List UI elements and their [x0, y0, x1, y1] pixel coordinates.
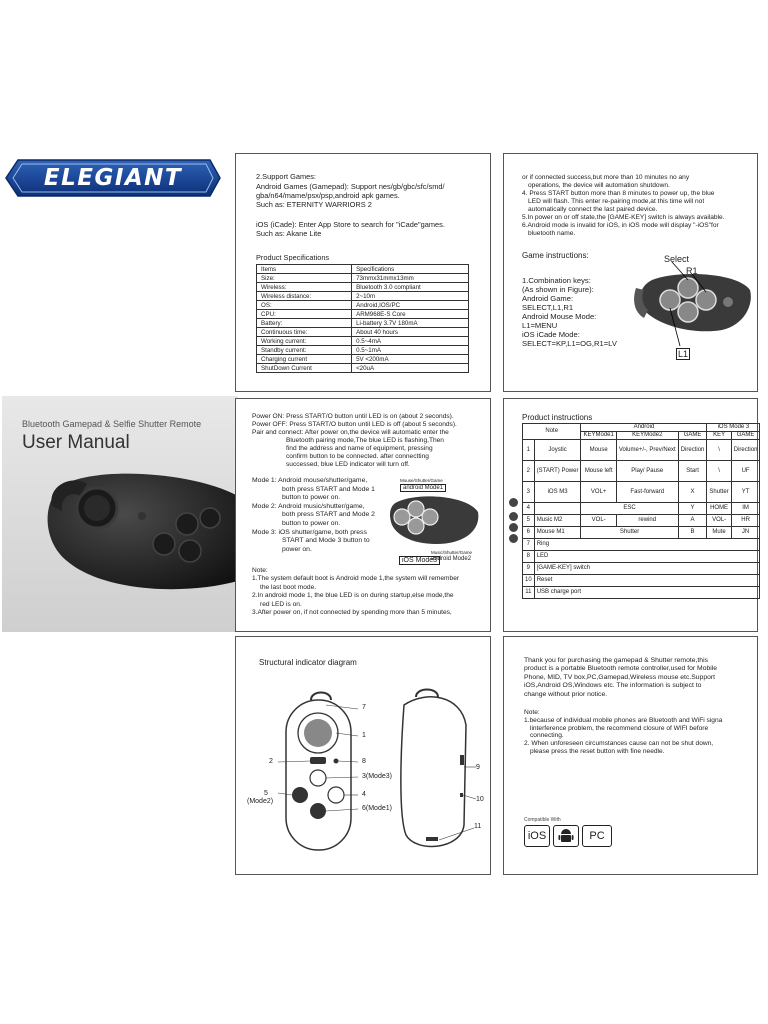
- combo-line: 1.Combination keys:: [522, 276, 591, 285]
- logo-text: ELEGIANT: [43, 165, 183, 191]
- mode-text-line: START and Mode 3 button to: [282, 537, 370, 545]
- thanks-note-line: 2. When unforeseen circumstances cause can not be shut down,: [524, 740, 714, 748]
- combo-line: (As shown in Figure):: [522, 285, 594, 294]
- compatible-label: Compatible With: [524, 817, 561, 823]
- product-cell: Mute: [707, 527, 731, 539]
- spec-item-cell: OS:: [257, 301, 352, 310]
- spec-item-cell: Wireless:: [257, 283, 352, 292]
- spec-item-cell: Charging current: [257, 355, 352, 364]
- label-4: 4: [362, 791, 366, 798]
- product-cell: (START) Power: [534, 461, 581, 482]
- ios-mode3-header: iOS Mode 3: [707, 424, 760, 432]
- spec-row: [257, 328, 469, 337]
- power-text-line: Bluetooth pairing mode,The blue LED is flashing,Then: [286, 437, 444, 444]
- label-mode2: (Mode2): [247, 798, 274, 805]
- product-cell: Ring: [534, 539, 760, 551]
- spec-item-cell: CPU:: [257, 310, 352, 319]
- game-text-line: 6.Android mode is invalid for iOS, in iOS mode will display "-iOS"for: [522, 222, 719, 229]
- thanks-note-line: linterference problem, the recommend closure of WIFI before: [530, 724, 709, 732]
- product-cell: B: [678, 527, 707, 539]
- combo-line: L1=MENU: [522, 321, 558, 330]
- thanks-line: change without prior notice.: [524, 690, 608, 698]
- product-cell: A: [678, 515, 707, 527]
- product-cell: 3: [523, 482, 535, 503]
- combo-line: SELECT,L1,R1: [522, 303, 574, 312]
- spec-item-cell: Battery:: [257, 319, 352, 328]
- product-cell: X: [678, 482, 707, 503]
- product-cell: rewind: [616, 515, 678, 527]
- mode-text-line: Mode 3: iOS shutter/game, both press: [252, 528, 367, 536]
- product-cell: Direction: [678, 440, 707, 461]
- combo-line: Android Mouse Mode:: [522, 312, 597, 321]
- spec-value-cell: Android,IOS/PC: [352, 301, 469, 310]
- product-row: [523, 461, 760, 482]
- game-text-line: or if connected success,but more than 10 minutes no any: [522, 174, 690, 181]
- cover-panel: [2, 396, 238, 632]
- cover-subtitle: Bluetooth Gamepad & Selfie Shutter Remote: [22, 419, 202, 429]
- compat-pc-badge: PC: [582, 825, 612, 847]
- product-instructions-panel: [503, 398, 758, 632]
- spec-value-cell: <20uA: [352, 364, 469, 373]
- spec-value-cell: About 40 hours: [352, 328, 469, 337]
- power-text-line: find the address and name of equipment, pressing: [286, 445, 433, 452]
- game-text-line: 5.In power on or off state,the [GAME-KEY] switch is always available.: [522, 214, 725, 221]
- spec-row: [257, 283, 469, 292]
- product-row: [523, 527, 760, 539]
- product-cell: Fast-forward: [616, 482, 678, 503]
- product-cell: 8: [523, 551, 535, 563]
- spec-value-cell: 73mmx31mmx13mm: [352, 274, 469, 283]
- product-cell: YT: [731, 482, 760, 503]
- spec-value-cell: 0.5~1mA: [352, 346, 469, 355]
- product-cell: HR: [731, 515, 760, 527]
- thanks-panel: [503, 636, 758, 875]
- side-dot-5-icon: [509, 523, 518, 532]
- product-cell: JN: [731, 527, 760, 539]
- structural-title: Structural indicator diagram: [259, 658, 357, 667]
- product-row: [523, 515, 760, 527]
- android-games-line-3: Such as: ETERNITY WARRIORS 2: [256, 200, 372, 209]
- power-text-line: successed, blue LED indicator will turn off.: [286, 461, 410, 468]
- product-cell: IM: [731, 503, 760, 515]
- label-select: Select: [664, 254, 690, 264]
- spec-row: [257, 364, 469, 373]
- label-2: 2: [269, 758, 273, 765]
- thanks-note-line: please press the reset button with fine needle.: [530, 748, 665, 755]
- product-cell: Shutter: [581, 527, 678, 539]
- product-cell: \: [707, 440, 731, 461]
- power-text-line: Pair and connect: After power on,the device will automatic enter the: [252, 429, 449, 436]
- spec-item-cell: Items: [257, 265, 352, 274]
- side-dot-4-icon: [509, 512, 518, 521]
- game-text-line: LED will flash. This enter re-pairing mode,at this time will not: [528, 198, 705, 205]
- mode-text-line: both press START and Mode 2: [282, 511, 375, 519]
- game-title: Game instructions:: [522, 251, 589, 260]
- combo-line: iOS iCade Mode:: [522, 330, 580, 339]
- product-cell: VOL+: [581, 482, 616, 503]
- product-cell: 4: [523, 503, 535, 515]
- spec-row: [257, 346, 469, 355]
- product-cell: 7: [523, 539, 535, 551]
- game-text-line: automatically connect the last paired device.: [528, 206, 658, 213]
- product-cell: Start: [678, 461, 707, 482]
- spec-value-cell: Bluetooth 3.0 compliant: [352, 283, 469, 292]
- game-instructions-panel: [503, 153, 758, 392]
- label-android-mode2: android Mode2: [431, 556, 472, 562]
- label-music-shutter-game: Music/Shutter/Game: [431, 550, 473, 555]
- label-5: 5: [264, 790, 268, 797]
- product-cell: 6: [523, 527, 535, 539]
- product-cell: 10: [523, 575, 535, 587]
- structural-panel: [235, 636, 491, 875]
- spec-item-cell: Wireless distance:: [257, 292, 352, 301]
- ios-games-line-1: iOS (iCade): Enter App Store to search for "iCade"games.: [256, 220, 445, 229]
- product-subheader: KEYMode1: [581, 432, 616, 440]
- power-text-line: Power ON: Press START/O button until LED is on (about 2 seconds).: [252, 413, 454, 420]
- product-subheader: GAME: [731, 432, 760, 440]
- product-cell: 2: [523, 461, 535, 482]
- game-text-line: operations, the device will automation shutdown.: [528, 182, 670, 189]
- spec-item-cell: Working current:: [257, 337, 352, 346]
- spec-value-cell: Li-battery 3.7V 180mA: [352, 319, 469, 328]
- product-row: [523, 575, 760, 587]
- label-10: 10: [476, 796, 484, 803]
- product-cell: ESC: [581, 503, 678, 515]
- label-9: 9: [476, 764, 480, 771]
- spec-item-cell: Standby current:: [257, 346, 352, 355]
- mode-text-line: button to power on.: [282, 520, 341, 527]
- spec-row: [257, 337, 469, 346]
- spec-value-cell: 5V <200mA: [352, 355, 469, 364]
- product-title: Product instructions: [522, 413, 593, 422]
- product-cell: Play/ Pause: [616, 461, 678, 482]
- android-header: Android: [581, 424, 707, 432]
- thanks-line: Thank you for purchasing the gamepad & Shutter remote,this: [524, 657, 708, 664]
- power-text-line: confirm button to be connected. after connectting: [286, 453, 429, 460]
- spec-value-cell: Specifications: [352, 265, 469, 274]
- product-row: [523, 539, 760, 551]
- product-cell: Direction: [731, 440, 760, 461]
- product-cell: iOS M3: [534, 482, 581, 503]
- compat-android-icon: [553, 825, 579, 847]
- spec-row: [257, 265, 469, 274]
- product-subheader: KEYMode2: [616, 432, 678, 440]
- spec-item-cell: Continuous time:: [257, 328, 352, 337]
- product-cell: \: [707, 461, 731, 482]
- product-subheader: GAME: [678, 432, 707, 440]
- spec-value-cell: ARM968E-S Core: [352, 310, 469, 319]
- thanks-note-line: 1.because of individual mobile phones are Bluetooth and WiFi signa: [524, 716, 723, 724]
- side-dot-3-icon: [509, 498, 518, 507]
- product-cell: 5: [523, 515, 535, 527]
- spec-title: Product Specifications: [256, 253, 330, 262]
- label-1: 1: [362, 732, 366, 739]
- spec-row: [257, 292, 469, 301]
- spec-row: [257, 319, 469, 328]
- label-android-mode1: android Mode1: [400, 484, 446, 492]
- product-row: [523, 503, 760, 515]
- spec-table: [256, 264, 469, 373]
- thanks-line: product is a portable Bluetooth remote controller,used for Mobile: [524, 665, 718, 673]
- product-cell: HOME: [707, 503, 731, 515]
- combo-line: Android Game:: [522, 294, 574, 303]
- product-cell: VOL-: [707, 515, 731, 527]
- product-table: [522, 423, 760, 599]
- product-cell: Reset: [534, 575, 760, 587]
- android-games-line-2: gba/n64/mame/psx/psp,android apk games.: [256, 191, 400, 200]
- spec-row: [257, 274, 469, 283]
- spec-row: [257, 355, 469, 364]
- note-header: Note: [523, 424, 581, 440]
- product-cell: 11: [523, 587, 535, 599]
- label-r1: R1: [686, 266, 698, 276]
- product-cell: Mouse: [581, 440, 616, 461]
- product-cell: Volume+/-, Prev/Next: [616, 440, 678, 461]
- power-text-line: Power OFF: Press START/O button until LED is off (about 5 seconds).: [252, 421, 457, 428]
- product-cell: [GAME-KEY] switch: [534, 563, 760, 575]
- mode-text-line: power on.: [282, 545, 312, 553]
- label-8: 8: [362, 758, 366, 765]
- label-ios-mode3: iOS Mode3: [399, 556, 440, 565]
- product-cell: Shutter: [707, 482, 731, 503]
- power-note-line: 2.In android mode 1, the blue LED is on during startup,else mode,the: [252, 592, 454, 600]
- product-cell: 9: [523, 563, 535, 575]
- compat-ios-badge: iOS: [524, 825, 550, 847]
- label-mouse-shutter-game: Mouse/Shutter/Game: [400, 478, 443, 483]
- product-head-row: [523, 424, 760, 432]
- android-games-line-1: Android Games (Gamepad): Support nes/gb/gbc/sfc/smd/: [256, 182, 445, 191]
- thanks-note-line: Note:: [524, 709, 540, 716]
- product-cell: Music M2: [534, 515, 581, 527]
- product-cell: Joystic: [534, 440, 581, 461]
- spec-row: [257, 301, 469, 310]
- mode-text-line: both press START and Mode 1: [282, 485, 375, 493]
- brand-logo: [4, 158, 222, 198]
- power-note-line: Note:: [252, 567, 268, 574]
- thanks-line: iOS,Android OS,Windows etc. The information is subject to: [524, 682, 702, 690]
- product-cell: Mouse M1: [534, 527, 581, 539]
- product-row: [523, 482, 760, 503]
- product-cell: [534, 503, 581, 515]
- spec-value-cell: 2~10m: [352, 292, 469, 301]
- gamepad-photo-icon: [42, 466, 238, 596]
- product-cell: VOL-: [581, 515, 616, 527]
- game-text-line: 4. Press START button more than 8 minutes to power up, the blue: [522, 190, 715, 197]
- product-row: [523, 563, 760, 575]
- mode-text-line: button to power on.: [282, 494, 341, 502]
- product-row: [523, 551, 760, 563]
- product-cell: LED: [534, 551, 760, 563]
- combo-line: SELECT=KP,L1=OG,R1=LV: [522, 339, 617, 348]
- ios-games-line-2: Such as: Akane Lite: [256, 229, 322, 238]
- label-l1: L1: [678, 349, 689, 359]
- thanks-line: Phone, MID, TV box,PC,Gamepad,Wireless mouse etc.Support: [524, 673, 716, 681]
- label-7: 7: [362, 704, 366, 711]
- mode-text-line: Mode 1: Android mouse/shutter/game,: [252, 477, 368, 484]
- side-dot-6-icon: [509, 534, 518, 543]
- product-cell: 1: [523, 440, 535, 461]
- spec-row: [257, 310, 469, 319]
- product-cell: USB charge port: [534, 587, 760, 599]
- spec-value-cell: 0.5~4mA: [352, 337, 469, 346]
- product-cell: Y: [678, 503, 707, 515]
- product-cell: Mouse left: [581, 461, 616, 482]
- label-11: 11: [474, 823, 482, 830]
- game-text-line: bluetooth name.: [528, 230, 576, 237]
- mode-buttons-diagram-icon: [386, 484, 481, 554]
- mode-text-line: Mode 2: Android music/shutter/game,: [252, 502, 365, 510]
- power-note-line: red LED is on.: [260, 600, 302, 608]
- product-row: [523, 587, 760, 599]
- product-row: [523, 440, 760, 461]
- product-subheader: KEY: [707, 432, 731, 440]
- thanks-note-line: connecting.: [530, 732, 564, 740]
- cover-title: User Manual: [22, 432, 130, 453]
- power-note-line: 3.After power on, if not connected by spending more than 5 minutes,: [252, 609, 452, 616]
- power-modes-panel: [235, 398, 491, 632]
- power-note-line: 1.The system default boot is Android mode 1,the system will remember: [252, 575, 460, 583]
- spec-item-cell: Size:: [257, 274, 352, 283]
- support-games-panel: [235, 153, 491, 392]
- spec-item-cell: ShutDown Current: [257, 364, 352, 373]
- support-heading: 2.Support Games:: [256, 172, 316, 181]
- product-cell: UF: [731, 461, 760, 482]
- label-6-mode1: 6(Mode1): [362, 805, 392, 812]
- label-3-mode3: 3(Mode3): [362, 773, 392, 780]
- power-note-line: the last boot mode.: [260, 583, 317, 591]
